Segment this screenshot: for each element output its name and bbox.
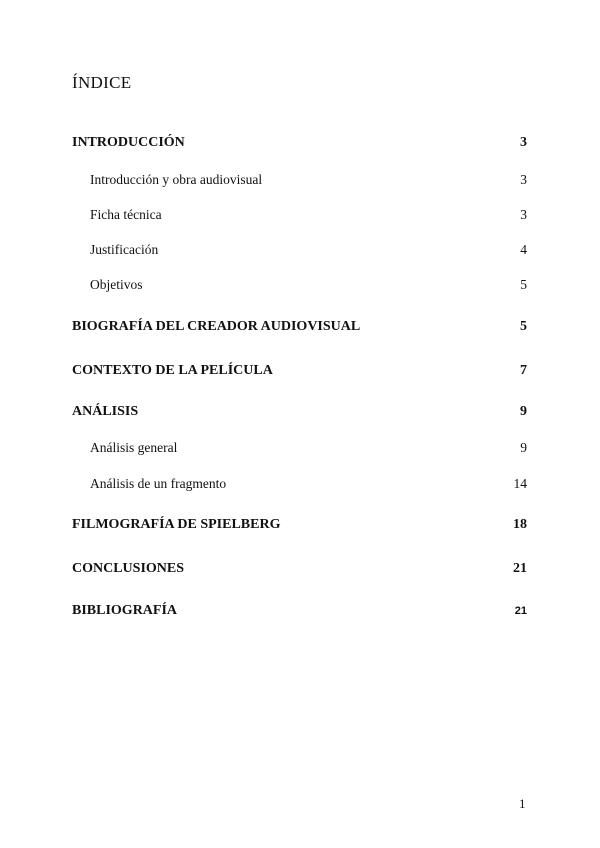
toc-entry-page: 7 xyxy=(520,363,527,378)
toc-entry-label: ANÁLISIS xyxy=(72,404,139,419)
toc-entry-analisis[interactable] xyxy=(72,404,527,424)
toc-entry-analisis-fragmento[interactable] xyxy=(72,476,527,496)
toc-entry-label: CONTEXTO DE LA PELÍCULA xyxy=(72,363,273,378)
toc-entry-page: 5 xyxy=(520,277,527,292)
toc-entry-label: Justificación xyxy=(90,242,159,257)
toc-entry-conclusiones[interactable] xyxy=(72,561,527,581)
toc-entry-page: 3 xyxy=(520,207,527,222)
toc-entry-label: Análisis general xyxy=(90,440,178,455)
toc-entry-introduccion-obra[interactable] xyxy=(72,172,527,192)
toc-entry-label: Análisis de un fragmento xyxy=(90,476,227,491)
toc-entry-justificacion[interactable] xyxy=(72,242,527,262)
toc-entry-page: 21 xyxy=(513,561,527,576)
toc-entry-label: Introducción y obra audiovisual xyxy=(90,172,263,187)
toc-entry-contexto[interactable] xyxy=(72,363,527,383)
toc-entry-page: 5 xyxy=(520,319,527,334)
toc-entry-introduccion[interactable] xyxy=(72,135,527,155)
toc-entry-label: INTRODUCCIÓN xyxy=(72,135,185,150)
toc-entry-page: 3 xyxy=(520,135,527,150)
toc-entry-ficha-tecnica[interactable] xyxy=(72,207,527,227)
toc-entry-label: CONCLUSIONES xyxy=(72,561,185,576)
toc-entry-page: 9 xyxy=(520,404,527,419)
toc-entry-page: 3 xyxy=(520,172,527,187)
page-number: 1 xyxy=(519,796,526,811)
toc-entry-page: 18 xyxy=(513,517,527,532)
toc-entry-filmografia[interactable] xyxy=(72,517,527,537)
toc-entry-label: FILMOGRAFÍA DE SPIELBERG xyxy=(72,517,281,532)
toc-entry-page: 4 xyxy=(520,242,527,257)
toc-entry-label: Ficha técnica xyxy=(90,207,162,222)
toc-entry-page: 21 xyxy=(514,605,527,617)
toc-entry-page: 9 xyxy=(520,440,527,455)
toc-entry-analisis-general[interactable] xyxy=(72,440,527,460)
toc-title: ÍNDICE xyxy=(72,73,132,92)
toc-entry-label: Objetivos xyxy=(90,277,143,292)
toc-entry-label: BIOGRAFÍA DEL CREADOR AUDIOVISUAL xyxy=(72,319,361,334)
toc-entry-bibliografia[interactable] xyxy=(72,603,527,623)
toc-entry-page: 14 xyxy=(513,476,527,491)
toc-entry-label: BIBLIOGRAFÍA xyxy=(72,603,178,618)
toc-entry-biografia[interactable] xyxy=(72,319,527,339)
toc-entry-objetivos[interactable] xyxy=(72,277,527,297)
